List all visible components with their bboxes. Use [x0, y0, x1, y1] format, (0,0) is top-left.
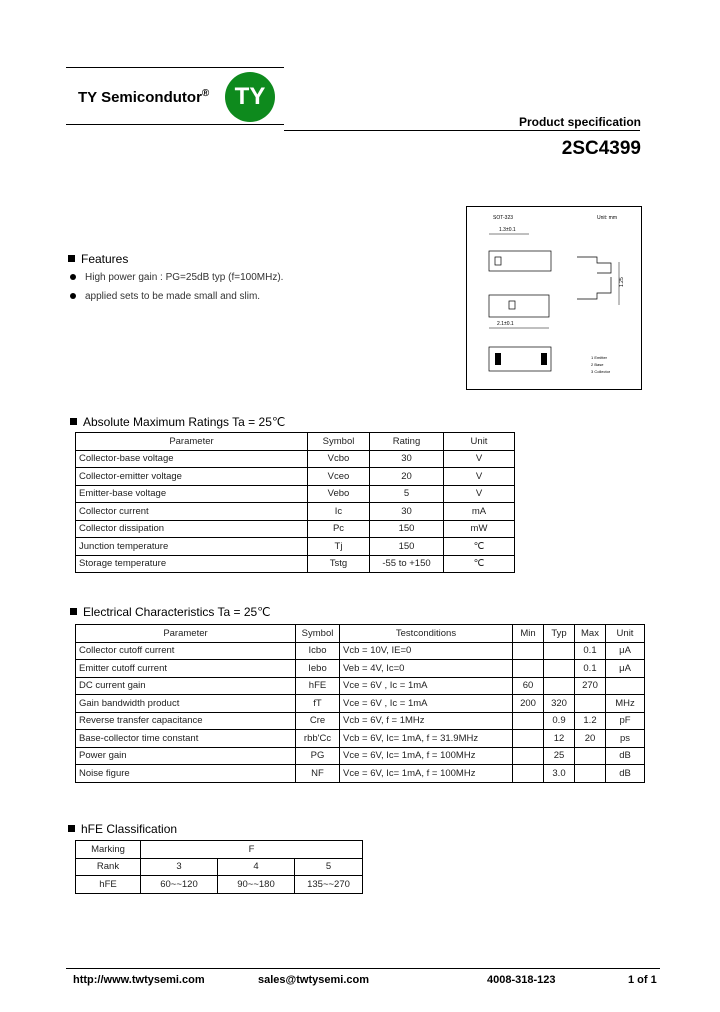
cell: hFE: [296, 677, 340, 695]
cell: Junction temperature: [76, 538, 308, 556]
pin-2: 2 Base: [591, 362, 604, 367]
cell: Noise figure: [76, 765, 296, 783]
footer-rule: [66, 968, 660, 969]
cell: 150: [370, 538, 444, 556]
cell: [513, 660, 544, 678]
cell: rbb'Cc: [296, 730, 340, 748]
table-row: [76, 841, 363, 859]
cell: F: [141, 841, 363, 859]
cell: PG: [296, 747, 340, 765]
cell: Veb = 4V, Ic=0: [340, 660, 513, 678]
cell: [513, 747, 544, 765]
company-name: TY Semicondutor®: [78, 88, 210, 106]
cell: Emitter-base voltage: [76, 485, 308, 503]
cell: [513, 712, 544, 730]
product-specification-label: Product specification: [518, 115, 641, 129]
company-logo: TY: [225, 72, 275, 122]
cell: Vce = 6V , Ic = 1mA: [340, 677, 513, 695]
cell: Collector-base voltage: [76, 450, 308, 468]
table-row: [76, 677, 645, 695]
cell: V: [444, 485, 515, 503]
col-header: Unit: [444, 433, 515, 451]
cell: 90~~180: [218, 876, 295, 894]
table-row: [76, 858, 363, 876]
cell: V: [444, 450, 515, 468]
package-unit: Unit: mm: [597, 215, 617, 221]
cell: mA: [444, 503, 515, 521]
cell: dB: [606, 747, 645, 765]
pin-1: 1 Emitter: [591, 355, 608, 360]
table-row: [76, 520, 515, 538]
cell: 200: [513, 695, 544, 713]
table-row: [76, 660, 645, 678]
cell: Collector cutoff current: [76, 642, 296, 660]
cell: 135~~270: [295, 876, 363, 894]
cell: ps: [606, 730, 645, 748]
abs-max-table: [75, 432, 515, 573]
package-diagram-icon: [467, 207, 641, 389]
table-row: [76, 538, 515, 556]
cell: Collector dissipation: [76, 520, 308, 538]
pin-3: 3 Collector: [591, 369, 611, 374]
cell: [575, 765, 606, 783]
cell: Power gain: [76, 747, 296, 765]
cell: Ic: [308, 503, 370, 521]
cell: [513, 642, 544, 660]
cell: dB: [606, 765, 645, 783]
cell: Vce = 6V, Ic= 1mA, f = 100MHz: [340, 747, 513, 765]
table-row: [76, 747, 645, 765]
col-header: Typ: [544, 625, 575, 643]
table-header-row: [76, 625, 645, 643]
header-left-rule: [66, 124, 284, 125]
hfe-classification-table: [75, 840, 363, 894]
cell: Tj: [308, 538, 370, 556]
cell: Cre: [296, 712, 340, 730]
cell: Marking: [76, 841, 141, 859]
feature-item: High power gain : PG=25dB typ (f=100MHz).: [70, 272, 283, 283]
cell: 150: [370, 520, 444, 538]
square-bullet-icon: [70, 608, 77, 615]
header-top-rule: [66, 67, 284, 68]
cell: Collector current: [76, 503, 308, 521]
col-header: Symbol: [308, 433, 370, 451]
cell: [513, 765, 544, 783]
cell: Vce = 6V , Ic = 1mA: [340, 695, 513, 713]
cell: Vce = 6V, Ic= 1mA, f = 100MHz: [340, 765, 513, 783]
cell: 0.1: [575, 642, 606, 660]
col-header: Symbol: [296, 625, 340, 643]
cell: μA: [606, 642, 645, 660]
cell: 30: [370, 503, 444, 521]
cell: Collector-emitter voltage: [76, 468, 308, 486]
cell: -55 to +150: [370, 555, 444, 573]
cell: [544, 660, 575, 678]
cell: Vebo: [308, 485, 370, 503]
cell: V: [444, 468, 515, 486]
col-header: Testconditions: [340, 625, 513, 643]
table-row: [76, 730, 645, 748]
feature-item: applied sets to be made small and slim.: [70, 291, 260, 302]
features-heading: Features: [68, 252, 128, 266]
table-row: [76, 503, 515, 521]
square-bullet-icon: [68, 825, 75, 832]
cell: mW: [444, 520, 515, 538]
cell: 3: [141, 858, 218, 876]
col-header: Parameter: [76, 625, 296, 643]
cell: [575, 747, 606, 765]
elec-char-heading: Electrical Characteristics Ta = 25℃: [70, 605, 271, 619]
col-header: Unit: [606, 625, 645, 643]
dim-bottom: 2.1±0.1: [497, 321, 514, 327]
table-row: [76, 642, 645, 660]
cell: μA: [606, 660, 645, 678]
cell: 320: [544, 695, 575, 713]
table-row: [76, 450, 515, 468]
table-header-row: [76, 433, 515, 451]
header-right-rule: [284, 130, 640, 131]
table-row: [76, 485, 515, 503]
package-outline-drawing: [466, 206, 642, 390]
dim-side: 1.25: [619, 277, 625, 287]
col-header: Parameter: [76, 433, 308, 451]
cell: Iebo: [296, 660, 340, 678]
cell: ℃: [444, 555, 515, 573]
cell: 30: [370, 450, 444, 468]
cell: [544, 677, 575, 695]
cell: 12: [544, 730, 575, 748]
cell: Reverse transfer capacitance: [76, 712, 296, 730]
package-name: SOT-323: [493, 215, 514, 221]
cell: 20: [370, 468, 444, 486]
cell: Pc: [308, 520, 370, 538]
footer-website-link[interactable]: http://www.twtysemi.com: [73, 974, 205, 986]
cell: [544, 642, 575, 660]
cell: 20: [575, 730, 606, 748]
cell: 0.1: [575, 660, 606, 678]
cell: [513, 730, 544, 748]
table-row: [76, 765, 645, 783]
elec-char-table: [75, 624, 645, 783]
dot-bullet-icon: [70, 274, 76, 280]
cell: Gain bandwidth product: [76, 695, 296, 713]
table-row: [76, 695, 645, 713]
footer-email-link[interactable]: sales@twtysemi.com: [258, 974, 369, 986]
cell: 270: [575, 677, 606, 695]
cell: Vcb = 6V, f = 1MHz: [340, 712, 513, 730]
cell: fT: [296, 695, 340, 713]
cell: Storage temperature: [76, 555, 308, 573]
footer-phone: 4008-318-123: [487, 974, 556, 986]
col-header: Rating: [370, 433, 444, 451]
cell: Tstg: [308, 555, 370, 573]
cell: Rank: [76, 858, 141, 876]
abs-max-heading: Absolute Maximum Ratings Ta = 25℃: [70, 415, 285, 429]
cell: MHz: [606, 695, 645, 713]
cell: 60: [513, 677, 544, 695]
col-header: Min: [513, 625, 544, 643]
square-bullet-icon: [68, 255, 75, 262]
cell: 0.9: [544, 712, 575, 730]
cell: NF: [296, 765, 340, 783]
cell: [575, 695, 606, 713]
cell: 5: [370, 485, 444, 503]
table-row: [76, 712, 645, 730]
cell: Vcbo: [308, 450, 370, 468]
cell: Icbo: [296, 642, 340, 660]
cell: hFE: [76, 876, 141, 894]
footer-page-number: 1 of 1: [628, 974, 657, 986]
table-row: [76, 468, 515, 486]
dim-top: 1.3±0.1: [499, 227, 516, 233]
cell: Vcb = 6V, Ic= 1mA, f = 31.9MHz: [340, 730, 513, 748]
cell: 3.0: [544, 765, 575, 783]
cell: 1.2: [575, 712, 606, 730]
cell: Vceo: [308, 468, 370, 486]
cell: [606, 677, 645, 695]
cell: Base-collector time constant: [76, 730, 296, 748]
table-row: [76, 555, 515, 573]
cell: 60~~120: [141, 876, 218, 894]
cell: 25: [544, 747, 575, 765]
cell: 4: [218, 858, 295, 876]
dot-bullet-icon: [70, 293, 76, 299]
cell: DC current gain: [76, 677, 296, 695]
cell: Vcb = 10V, IE=0: [340, 642, 513, 660]
col-header: Max: [575, 625, 606, 643]
square-bullet-icon: [70, 418, 77, 425]
cell: pF: [606, 712, 645, 730]
cell: 5: [295, 858, 363, 876]
hfe-classification-heading: hFE Classification: [68, 822, 177, 836]
cell: Emitter cutoff current: [76, 660, 296, 678]
table-row: [76, 876, 363, 894]
part-number: 2SC4399: [561, 138, 641, 159]
cell: ℃: [444, 538, 515, 556]
